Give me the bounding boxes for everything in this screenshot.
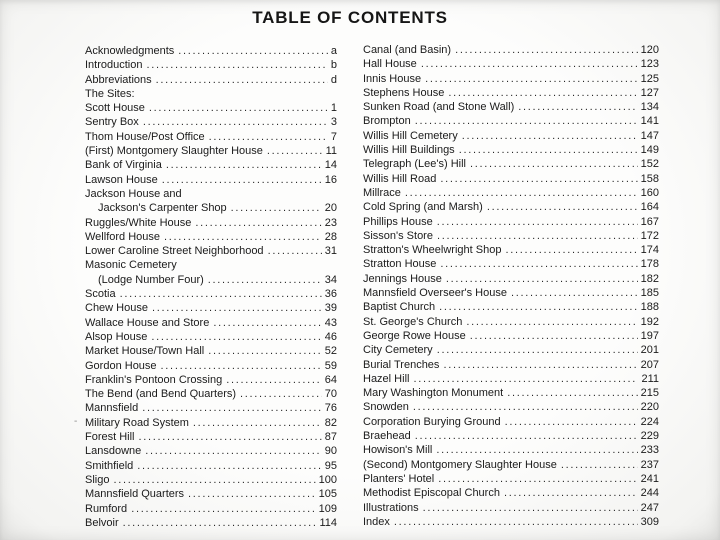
toc-dot-leader [437,229,638,243]
toc-entry [363,157,659,171]
toc-entry-page: 95 [324,459,337,472]
toc-entry-page: 23 [324,216,337,229]
toc-dot-leader [440,172,637,186]
toc-entry [363,143,659,157]
toc-entry-page: 20 [324,202,337,215]
toc-entry [363,43,659,57]
toc-entry-label: Hall House [363,58,417,71]
toc-dot-leader [448,86,637,100]
toc-column-left [85,44,337,530]
toc-entry [85,330,337,344]
toc-entry-label: Corporation Burying Ground [363,415,501,428]
toc-entry [363,415,659,429]
toc-entry-page: 100 [318,473,337,486]
toc-entry-label: George Rowe House [363,329,466,342]
toc-entry-label: Gordon House [85,359,157,372]
toc-dot-leader [164,230,322,244]
page-title: TABLE OF CONTENTS [252,8,448,27]
toc-entry [85,216,337,230]
toc-entry-page: 172 [640,229,659,242]
toc-entry [85,58,337,72]
toc-dot-leader [240,387,322,401]
toc-entry [85,144,337,158]
toc-entry [363,257,659,271]
toc-entry-label: The Sites: [85,87,135,100]
toc-dot-leader [208,273,322,287]
toc-dot-leader [113,473,315,487]
toc-entry-page: 31 [324,245,337,258]
toc-entry [85,273,337,287]
toc-dot-leader [145,444,321,458]
toc-entry-page: 1 [330,102,337,115]
toc-entry-label: Stephens House [363,86,445,99]
toc-dot-leader [156,73,328,87]
toc-entry-label: Sligo [85,473,110,486]
toc-dot-leader [123,516,317,530]
toc-entry [363,272,659,286]
toc-entry-label: Lansdowne [85,445,142,458]
toc-dot-leader [208,344,322,358]
toc-dot-leader [139,430,322,444]
toc-entry-page: 34 [324,273,337,286]
toc-entry [363,300,659,314]
toc-dot-leader [443,358,637,372]
toc-dot-leader [470,329,638,343]
toc-entry-page: d [330,73,337,86]
toc-dot-leader [437,215,638,229]
toc-entry [363,429,659,443]
toc-dot-leader [436,443,637,457]
toc-entry-label: Alsop House [85,330,148,343]
toc-dot-leader [231,201,322,215]
toc-dot-leader [120,287,322,301]
toc-dot-leader [226,373,322,387]
toc-entry-label: Mannsfield [85,402,139,415]
toc-entry-page: 158 [640,172,659,185]
toc-entry [85,502,337,516]
toc-dot-leader [455,43,638,57]
toc-entry-page: 109 [318,502,337,515]
toc-entry [363,443,659,457]
toc-entry-label: Introduction [85,59,143,72]
toc-dot-leader [146,58,327,72]
toc-entry [363,472,659,486]
toc-dot-leader [446,272,638,286]
toc-entry-label: Index [363,515,390,528]
toc-entry [363,458,659,472]
toc-entry-label: Sentry Box [85,116,139,129]
toc-entry-label: Innis House [363,72,422,85]
toc-entry-label: Lawson House [85,173,158,186]
toc-entry [85,258,337,272]
toc-entry-page: 160 [640,186,659,199]
toc-entry-page: 123 [640,58,659,71]
toc-entry [85,87,337,101]
toc-entry-label: Scotia [85,288,116,301]
toc-dot-leader [504,486,638,500]
toc-entry-page: 46 [324,330,337,343]
toc-entry-label: Wellford House [85,230,160,243]
toc-entry-label: (Second) Montgomery Slaughter House [363,458,557,471]
toc-entry-page: 52 [324,345,337,358]
toc-dot-leader [152,301,322,315]
toc-dot-leader [137,459,321,473]
toc-entry-page: 70 [324,388,337,401]
toc-entry [363,229,659,243]
toc-entry [363,172,659,186]
toc-entry [85,487,337,501]
toc-dot-leader [161,359,322,373]
toc-entry [363,100,659,114]
toc-entry-label: Chew House [85,302,148,315]
toc-entry-label: Mary Washington Monument [363,387,504,400]
toc-entry [85,44,337,58]
toc-entry-page: 229 [640,430,659,443]
toc-dot-leader [462,129,638,143]
toc-dot-leader [162,173,322,187]
toc-dot-leader [421,57,638,71]
toc-entry-label: Willis Hill Road [363,172,437,185]
toc-entry-label: Jackson's Carpenter Shop [98,202,227,215]
toc-entry [85,115,337,129]
toc-entry-page: 120 [640,44,659,56]
toc-dot-leader [267,144,323,158]
toc-entry-label: Hazel Hill [363,372,410,385]
toc-entry-page: 174 [640,244,659,257]
toc-dot-leader [518,100,637,114]
toc-entry-label: Masonic Cemetery [85,259,177,272]
toc-dot-leader [405,186,638,200]
toc-entry-label: Thom House/Post Office [85,130,205,143]
toc-entry-label: Howison's Mill [363,444,433,457]
toc-entry-label: Franklin's Pontoon Crossing [85,373,223,386]
toc-dot-leader [511,286,638,300]
toc-dot-leader [151,330,321,344]
toc-entry-page: 167 [640,215,659,228]
toc-entry-label: Snowden [363,401,409,414]
toc-entry [363,243,659,257]
toc-entry [363,515,659,529]
toc-entry-page: 90 [324,445,337,458]
toc-dot-leader [507,386,637,400]
toc-dot-leader [505,415,638,429]
toc-entry-label: Planters' Hotel [363,472,435,485]
toc-entry-label: Bank of Virginia [85,159,162,172]
toc-entry-page: 3 [330,116,337,129]
toc-dot-leader [142,401,322,415]
toc-dot-leader [213,316,321,330]
toc-column-right [363,43,659,529]
toc-entry-page: 197 [640,329,659,342]
toc-entry-page: 11 [325,145,337,158]
toc-entry-label: Sisson's Store [363,229,433,242]
toc-dot-leader [487,200,638,214]
toc-entry-label: Willis Hill Cemetery [363,129,458,142]
toc-entry-label: Jennings House [363,272,442,285]
toc-dot-leader [131,502,315,516]
toc-entry [85,230,337,244]
toc-entry-label: Forest Hill [85,431,135,444]
toc-entry-page: 147 [640,129,659,142]
toc-entry-label: Smithfield [85,459,134,472]
toc-entry-label: Acknowledgments [85,45,175,57]
toc-dot-leader [268,244,322,258]
toc-entry [363,86,659,100]
toc-entry [85,101,337,115]
toc-entry-label: Willis Hill Buildings [363,144,455,157]
toc-entry-page: 201 [640,344,659,357]
toc-entry [85,373,337,387]
toc-entry-page: 185 [640,287,659,300]
toc-entry [85,130,337,144]
toc-entry [363,386,659,400]
toc-entry-page: b [330,59,337,72]
toc-dot-leader [561,458,638,472]
toc-entry-label: City Cemetery [363,344,433,357]
toc-entry [363,358,659,372]
toc-entry [363,200,659,214]
toc-entry-page: 7 [330,130,337,143]
toc-dot-leader [425,72,638,86]
toc-entry [85,301,337,315]
toc-entry-label: The Bend (and Bend Quarters) [85,388,237,401]
toc-entry [85,158,337,172]
toc-entry-page: 178 [640,258,659,271]
toc-entry [85,401,337,415]
toc-entry [363,315,659,329]
toc-entry [85,473,337,487]
toc-entry [85,416,337,430]
toc-entry-label: Telegraph (Lee's) Hill [363,158,466,171]
toc-entry-page: 87 [324,431,337,444]
toc-entry-label: Market House/Town Hall [85,345,205,358]
toc-entry-label: Lower Caroline Street Neighborhood [85,245,264,258]
toc-entry-label: Jackson House and [85,187,182,200]
toc-entry-label: Sunken Road (and Stone Wall) [363,101,515,114]
toc-entry-label: Illustrations [363,501,419,514]
toc-entry-label: St. George's Church [363,315,463,328]
toc-dot-leader [209,130,328,144]
toc-entry-label: Mannsfield Overseer's House [363,287,507,300]
toc-entry-page: 182 [640,272,659,285]
toc-dot-leader [143,115,328,129]
toc-entry-label: Braehead [363,430,411,443]
toc-dot-leader [195,216,321,230]
toc-entry-page: 82 [324,416,337,429]
toc-entry-page: 114 [319,516,337,529]
toc-entry [363,372,659,386]
toc-entry-page: a [330,45,337,57]
toc-entry-page: 244 [640,487,659,500]
toc-entry [85,244,337,258]
toc-entry-label: (First) Montgomery Slaughter House [85,145,263,158]
toc-entry-label: Methodist Episcopal Church [363,487,500,500]
toc-entry-page: 76 [324,402,337,415]
toc-entry-page: 224 [640,415,659,428]
toc-entry [363,114,659,128]
toc-entry-page: 14 [324,159,337,172]
toc-entry [363,286,659,300]
toc-dot-leader [466,315,637,329]
toc-entry-page: 164 [640,201,659,214]
toc-entry-label: Phillips House [363,215,433,228]
toc-entry-label: Canal (and Basin) [363,44,452,56]
toc-dot-leader [394,515,638,529]
toc-entry-page: 233 [640,444,659,457]
toc-entry-page: 207 [640,358,659,371]
toc-entry [363,329,659,343]
toc-entry-label: Stratton House [363,258,437,271]
toc-entry-page: 39 [324,302,337,315]
toc-entry [85,344,337,358]
toc-entry-page: 149 [640,144,659,157]
toc-entry [363,343,659,357]
toc-entry-label: Ruggles/White House [85,216,192,229]
toc-dot-leader [423,501,638,515]
toc-entry [85,459,337,473]
toc-entry [85,201,337,215]
toc-entry [363,186,659,200]
toc-entry-label: - Military Road System [85,416,189,429]
toc-dot-leader [413,400,638,414]
toc-entry [85,287,337,301]
toc-entry [363,72,659,86]
toc-dot-leader [470,157,638,171]
toc-dot-leader [193,416,322,430]
toc-entry-page: 192 [640,315,659,328]
toc-entry-page: 220 [640,401,659,414]
toc-dot-leader [166,158,322,172]
toc-entry-page: 141 [640,115,659,128]
toc-dot-leader [459,143,638,157]
toc-entry-label: Wallace House and Store [85,316,210,329]
toc-entry-page: 16 [324,173,337,186]
toc-entry [363,501,659,515]
toc-dot-leader [178,44,328,58]
toc-dot-leader [439,300,637,314]
toc-dot-leader [505,243,637,257]
toc-entry-label: Abbreviations [85,73,152,86]
toc-entry [363,57,659,71]
toc-entry-label: Rumford [85,502,128,515]
toc-entry-page: 105 [318,488,337,501]
toc-entry [85,359,337,373]
toc-dot-leader [413,372,638,386]
toc-dot-leader [437,343,638,357]
toc-dot-leader [440,257,637,271]
toc-entry-label: Millrace [363,186,401,199]
toc-entry [363,129,659,143]
toc-entry-page: 125 [640,72,659,85]
toc-entry-label: Mannsfield Quarters [85,488,185,501]
toc-entry-label: Cold Spring (and Marsh) [363,201,483,214]
toc-entry-page: 36 [324,288,337,301]
toc-dot-leader [438,472,637,486]
toc-entry [85,387,337,401]
toc-entry-page: 188 [640,301,659,314]
toc-dot-leader [149,101,328,115]
toc-entry-page: 215 [640,387,659,400]
toc-entry [85,73,337,87]
toc-entry-page: 309 [640,515,659,528]
toc-entry-page: 134 [640,101,659,114]
toc-entry [85,173,337,187]
toc-entry-page: 127 [640,86,659,99]
toc-entry-label: Burial Trenches [363,358,440,371]
toc-entry [85,187,337,201]
toc-entry-page: 247 [640,501,659,514]
toc-entry [85,516,337,530]
toc-entry [85,444,337,458]
toc-entry-label: Baptist Church [363,301,436,314]
toc-entry-label: Stratton's Wheelwright Shop [363,244,502,257]
toc-entry-label: Belvoir [85,516,119,529]
toc-dot-leader [188,487,316,501]
toc-entry-page: 152 [640,158,659,171]
toc-dot-leader [415,114,638,128]
toc-entry [85,430,337,444]
toc-entry [85,316,337,330]
toc-entry [363,215,659,229]
toc-dot-leader [415,429,638,443]
toc-entry-page: 59 [324,359,337,372]
toc-entry-page: 237 [640,458,659,471]
toc-entry-label: Scott House [85,102,145,115]
toc-entry-page: 211 [641,372,659,385]
toc-entry-page: 43 [324,316,337,329]
toc-entry [363,400,659,414]
toc-entry-page: 28 [324,230,337,243]
toc-entry-label: Brompton [363,115,411,128]
toc-entry-page: 241 [640,472,659,485]
toc-entry-label: (Lodge Number Four) [98,273,204,286]
toc-entry-page: 64 [324,373,337,386]
toc-entry [363,486,659,500]
